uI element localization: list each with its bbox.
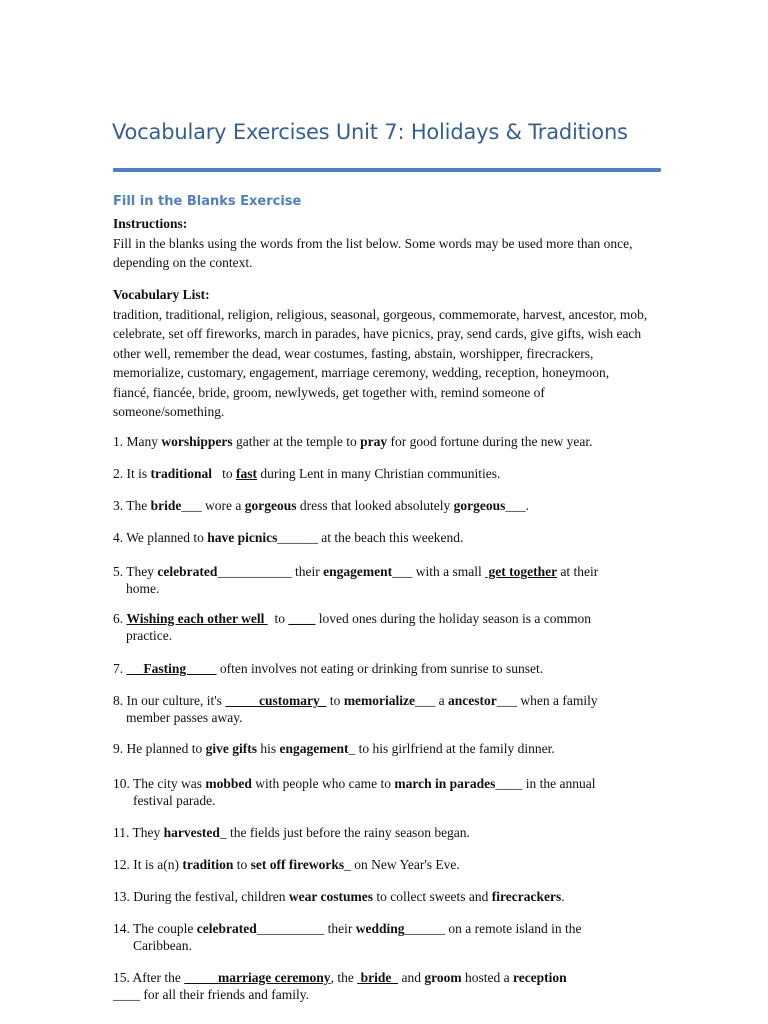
question-8 bbox=[113, 692, 653, 726]
question-line bbox=[113, 969, 653, 986]
blank: ____ bbox=[288, 611, 316, 626]
section-heading: Fill in the Blanks Exercise bbox=[113, 194, 302, 209]
answer-word-underlined: Wishing each other well bbox=[126, 611, 268, 626]
question-1 bbox=[113, 433, 653, 450]
answer-word: ancestor bbox=[448, 693, 497, 708]
question-text: 7. bbox=[113, 661, 127, 676]
question-text: ___________ their bbox=[217, 564, 324, 579]
answer-word-underlined: marriage ceremony bbox=[184, 970, 331, 985]
question-text: ______ at the beach this weekend. bbox=[277, 530, 464, 545]
title-divider bbox=[113, 168, 661, 172]
answer-word: set off fireworks bbox=[250, 857, 345, 872]
answer-word: march in parades bbox=[394, 776, 496, 791]
question-line bbox=[113, 692, 653, 709]
instructions-text: Fill in the blanks using the words from the list below. Some words may be used more than once, depending on the context. bbox=[113, 235, 633, 270]
question-line bbox=[113, 920, 653, 937]
question-text: 1. Many bbox=[113, 434, 162, 449]
question-text: ___ with a small bbox=[392, 564, 486, 579]
answer-word: memorialize bbox=[343, 693, 416, 708]
vocabulary-label: Vocabulary List: bbox=[113, 287, 210, 302]
answer-word-underlined: customary bbox=[225, 693, 327, 708]
question-text: 2. It is bbox=[113, 466, 151, 481]
question-text: 3. The bbox=[113, 498, 151, 513]
question-text: ___ a bbox=[415, 693, 449, 708]
answer-word-underlined: get together bbox=[485, 564, 558, 579]
question-9 bbox=[113, 740, 653, 757]
answer-word: harvested bbox=[163, 825, 220, 840]
question-line bbox=[113, 580, 653, 597]
question-line bbox=[113, 563, 653, 580]
answer-word: celebrated bbox=[157, 564, 218, 579]
answer-word: wedding bbox=[355, 921, 405, 936]
question-text: home. bbox=[126, 581, 160, 596]
question-7 bbox=[113, 660, 653, 677]
question-text: festival parade. bbox=[133, 793, 216, 808]
question-text: 5. They bbox=[113, 564, 158, 579]
answer-word: reception bbox=[512, 970, 567, 985]
question-2 bbox=[113, 465, 653, 482]
question-text: at their bbox=[557, 564, 599, 579]
question-line bbox=[113, 627, 653, 644]
question-text: 14. The couple bbox=[113, 921, 197, 936]
answer-word: have picnics bbox=[207, 530, 278, 545]
question-text: 4. We planned to bbox=[113, 530, 208, 545]
question-text: for good fortune during the new year. bbox=[387, 434, 593, 449]
answer-word: traditional bbox=[150, 466, 213, 481]
answer-word: celebrated bbox=[196, 921, 257, 936]
question-3 bbox=[113, 497, 653, 514]
question-text: to bbox=[212, 466, 237, 481]
question-line bbox=[113, 986, 653, 1003]
question-text: 15. After the bbox=[113, 970, 185, 985]
question-line bbox=[113, 660, 653, 677]
question-text: ___ when a family bbox=[496, 693, 598, 708]
question-text: to collect sweets and bbox=[372, 889, 492, 904]
question-text: 6. bbox=[113, 611, 127, 626]
answer-word: pray bbox=[360, 434, 388, 449]
instructions-block bbox=[113, 214, 648, 273]
question-text: member passes away. bbox=[126, 710, 243, 725]
question-text: dress that looked absolutely bbox=[296, 498, 454, 513]
question-text: often involves not eating or drinking from sunrise to sunset. bbox=[216, 661, 544, 676]
answer-word: gorgeous bbox=[453, 498, 506, 513]
question-text: 12. It is a(n) bbox=[113, 857, 183, 872]
page-title: Vocabulary Exercises Unit 7: Holidays & Traditions bbox=[112, 120, 628, 144]
question-12 bbox=[113, 856, 653, 873]
question-text: practice. bbox=[126, 628, 173, 643]
question-text: with people who came to bbox=[251, 776, 395, 791]
question-line bbox=[113, 433, 653, 450]
question-text: to bbox=[267, 611, 289, 626]
question-text: . bbox=[561, 889, 565, 904]
question-text: ____ for all their friends and family. bbox=[113, 987, 309, 1002]
question-text: _ on New Year's Eve. bbox=[344, 857, 460, 872]
question-13 bbox=[113, 888, 653, 905]
answer-word: engagement bbox=[279, 741, 349, 756]
answer-word-underlined: Fasting bbox=[126, 661, 217, 676]
question-line bbox=[113, 529, 653, 546]
answer-word-underlined: bride bbox=[357, 970, 399, 985]
question-text: during Lent in many Christian communities. bbox=[257, 466, 501, 481]
instructions-label: Instructions: bbox=[113, 216, 188, 231]
answer-word: engagement bbox=[323, 564, 393, 579]
question-line bbox=[113, 775, 653, 792]
answer-word: tradition bbox=[182, 857, 234, 872]
answer-word: give gifts bbox=[205, 741, 257, 756]
question-text: 11. They bbox=[113, 825, 164, 840]
question-text: , the bbox=[330, 970, 358, 985]
question-10 bbox=[113, 775, 653, 809]
question-text: to bbox=[326, 693, 344, 708]
question-text: 10. The city was bbox=[113, 776, 206, 791]
answer-word-underlined: fast bbox=[236, 466, 258, 481]
question-line bbox=[113, 740, 653, 757]
question-5 bbox=[113, 563, 653, 597]
question-text: 9. He planned to bbox=[113, 741, 206, 756]
question-text: __________ their bbox=[256, 921, 356, 936]
question-text: hosted a bbox=[461, 970, 513, 985]
question-text: ___ wore a bbox=[181, 498, 245, 513]
question-text: his bbox=[256, 741, 280, 756]
question-text: 13. During the festival, children bbox=[113, 889, 289, 904]
answer-word: mobbed bbox=[205, 776, 252, 791]
question-text: _ the fields just before the rainy season began. bbox=[219, 825, 470, 840]
question-text: to bbox=[233, 857, 251, 872]
question-line bbox=[113, 888, 653, 905]
question-text: Caribbean. bbox=[133, 938, 192, 953]
answer-word: groom bbox=[424, 970, 462, 985]
question-text: ___. bbox=[505, 498, 529, 513]
question-15 bbox=[113, 969, 653, 1003]
question-line bbox=[113, 792, 653, 809]
question-text: ____ in the annual bbox=[495, 776, 596, 791]
question-text: 8. In our culture, it's bbox=[113, 693, 226, 708]
vocabulary-block bbox=[113, 285, 648, 422]
question-text: loved ones during the holiday season is a common bbox=[315, 611, 591, 626]
answer-word: wear costumes bbox=[288, 889, 373, 904]
answer-word: worshippers bbox=[161, 434, 233, 449]
question-6 bbox=[113, 610, 653, 644]
question-4 bbox=[113, 529, 653, 546]
question-line bbox=[113, 937, 653, 954]
question-text: and bbox=[398, 970, 425, 985]
answer-word: gorgeous bbox=[244, 498, 297, 513]
answer-word: firecrackers bbox=[491, 889, 562, 904]
question-line bbox=[113, 497, 653, 514]
question-14 bbox=[113, 920, 653, 954]
question-text: ______ on a remote island in the bbox=[404, 921, 582, 936]
question-line bbox=[113, 465, 653, 482]
answer-word: bride bbox=[150, 498, 182, 513]
vocabulary-list: tradition, traditional, religion, religious, seasonal, gorgeous, commemorate, harvest, ancestor, mob, celebrate, set off fireworks, march in parades, have picnics, pray, send cards, give gifts, wish each other well, remember the dead, wear costumes, fasting, abstain, worshipper, firecrackers, memorialize, customary, engagement, marriage ceremony, wedding, reception, honeymoon, fiancé, fiancée, bride, groom, newlyweds, get together with, remind someone of someone/something. bbox=[113, 306, 648, 419]
question-line bbox=[113, 824, 653, 841]
question-line bbox=[113, 709, 653, 726]
question-line bbox=[113, 856, 653, 873]
question-text: gather at the temple to bbox=[232, 434, 361, 449]
question-11 bbox=[113, 824, 653, 841]
question-text: _ to his girlfriend at the family dinner. bbox=[348, 741, 555, 756]
question-line bbox=[113, 610, 653, 627]
